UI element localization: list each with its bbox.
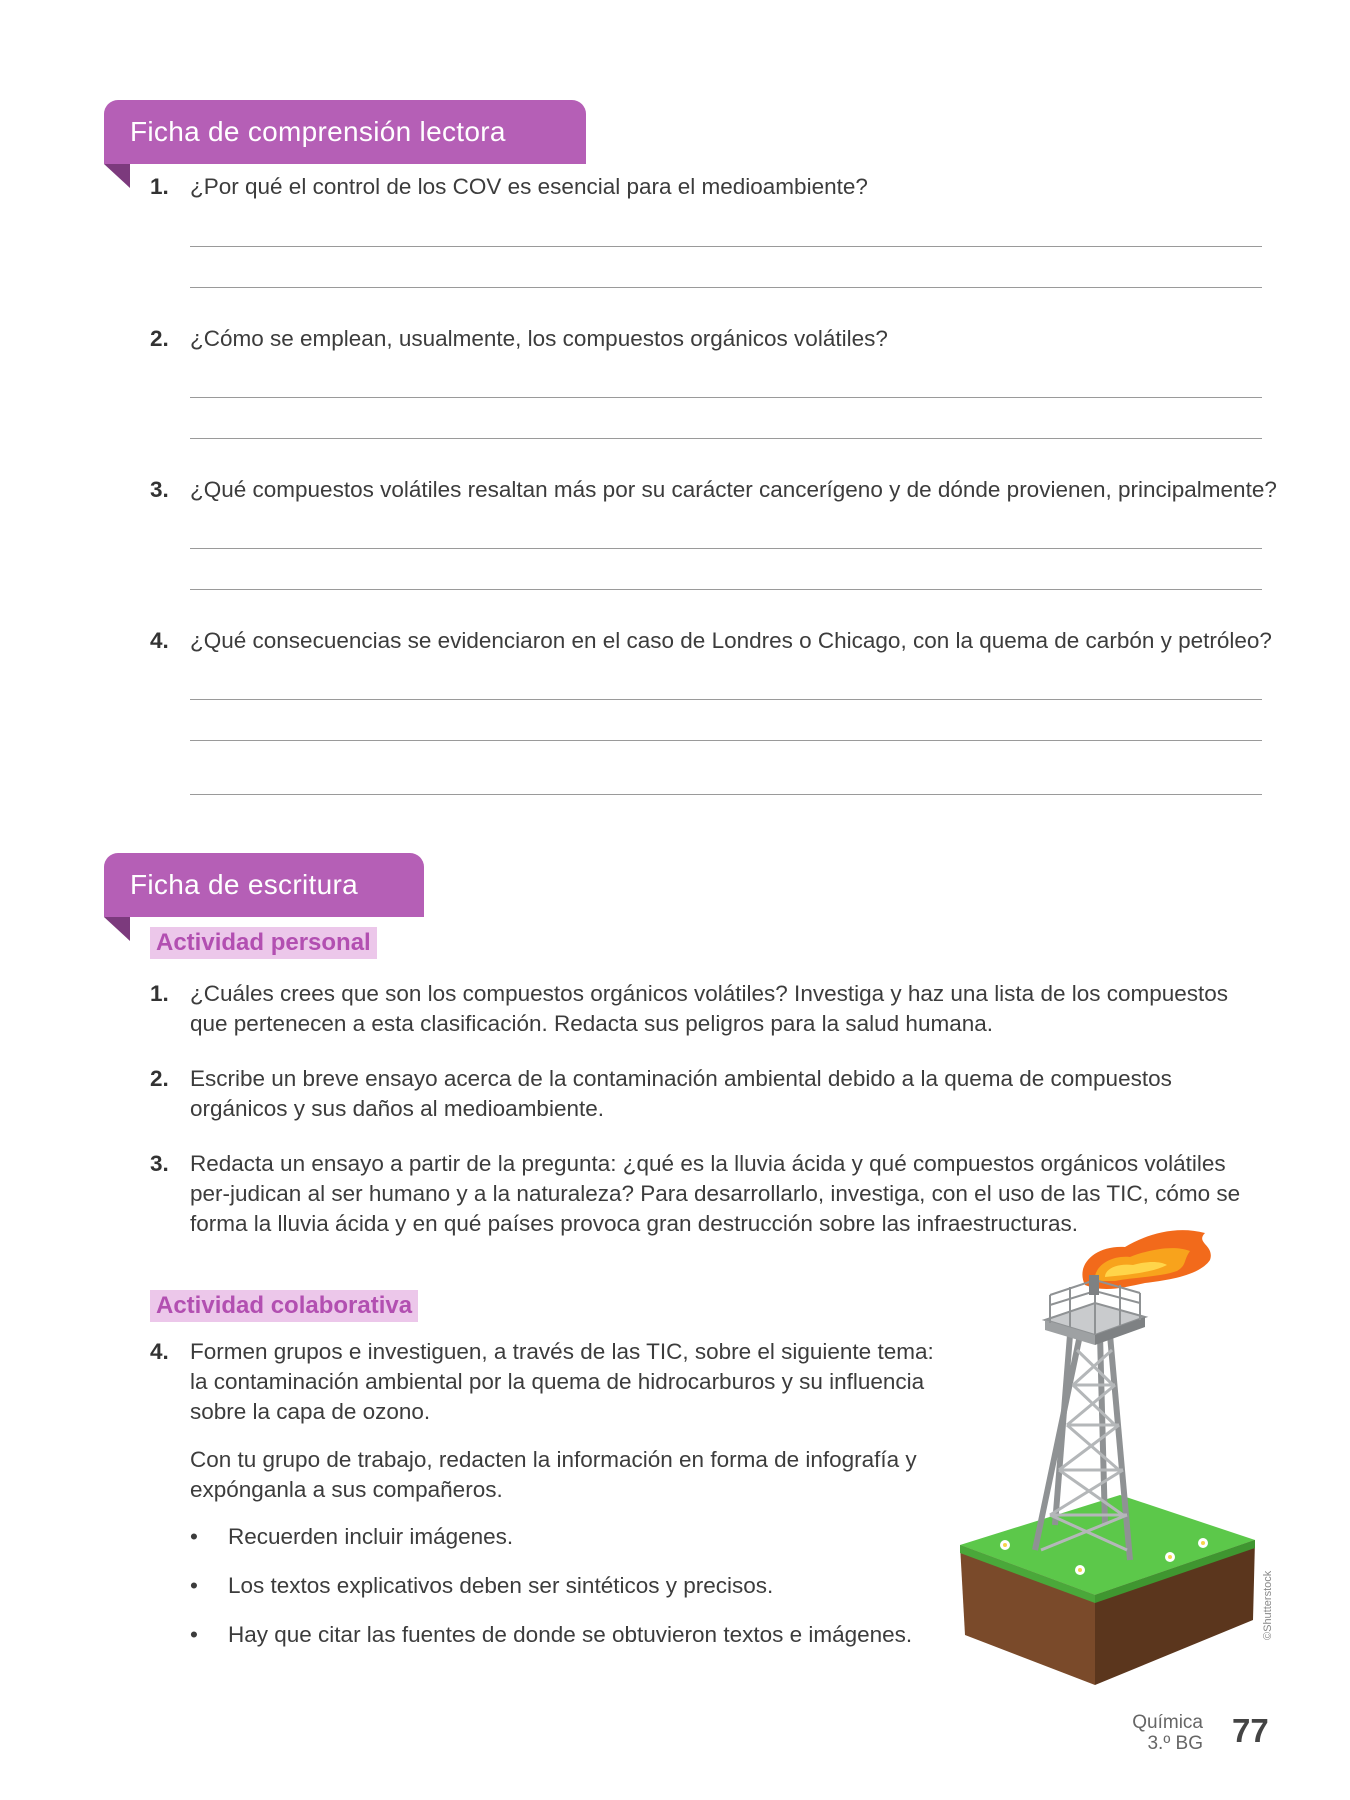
question-3: 3. ¿Qué compuestos volátiles resaltan más por su carácter cancerígeno y de dónde provienen, principalmente? (150, 477, 1277, 502)
answer-line[interactable] (190, 699, 1262, 700)
bullet-item: • Hay que citar las fuentes de donde se obtuvieron textos e imágenes. (190, 1622, 913, 1647)
answer-line[interactable] (190, 287, 1262, 288)
page-number: 77 (1232, 1712, 1269, 1749)
footer-subject: Química 3.º BG (1132, 1712, 1203, 1754)
question-2: 2. ¿Cómo se emplean, usualmente, los compuestos orgánicos volátiles? (150, 326, 888, 351)
answer-line[interactable] (190, 246, 1262, 247)
section-title-text: Ficha de comprensión lectora (130, 116, 506, 147)
question-4: 4. ¿Qué consecuencias se evidenciaron en el caso de Londres o Chicago, con la quema de carbón y petróleo? (150, 628, 1272, 653)
answer-line[interactable] (190, 548, 1262, 549)
image-credit: ©Shutterstock (1262, 1570, 1274, 1640)
bullet-item: • Los textos explicativos deben ser sintéticos y precisos. (190, 1573, 774, 1598)
flame-icon (1082, 1230, 1210, 1289)
activity-collab-label: Actividad colaborativa (150, 1290, 418, 1322)
oil-derrick-illustration (955, 1225, 1255, 1685)
writing-item-2: 2. Escribe un breve ensayo acerca de la contaminación ambiental debido a la quema de compuestos orgánicos y sus daños al medioambiente. (150, 1066, 1172, 1121)
writing-item-4: 4. Formen grupos e investiguen, a través de las TIC, sobre el siguiente tema: la contaminación ambiental por la quema de hidrocarburos y su influencia sobre la capa de ozono. Con tu grupo de trabajo, redacten la información en forma de infografía y expónganla a sus compañeros. (150, 1339, 934, 1502)
bullet-item: • Recuerden incluir imágenes. (190, 1524, 514, 1549)
answer-line[interactable] (190, 794, 1262, 795)
answer-line[interactable] (190, 438, 1262, 439)
answer-line[interactable] (190, 589, 1262, 590)
answer-line[interactable] (190, 740, 1262, 741)
answer-line[interactable] (190, 397, 1262, 398)
section-title-text: Ficha de escritura (130, 869, 358, 900)
section-title-escritura (104, 853, 424, 917)
section-title-comprension (104, 100, 586, 164)
writing-item-3: 3. Redacta un ensayo a partir de la pregunta: ¿qué es la lluvia ácida y qué compuestos orgánicos volátiles per-judican al ser humano y a la naturaleza? Para desarrollarlo, investiga, con el uso de las TIC, cómo se forma la lluvia ácida y en qué países provoca gran destrucción sobre las infraestructuras. (150, 1151, 1241, 1236)
writing-item-1: 1. ¿Cuáles crees que son los compuestos orgánicos volátiles? Investiga y haz una lista de los compuestos que pertenecen a esta clasificación. Redacta sus peligros para la salud humana. (150, 981, 1229, 1036)
activity-personal-label: Actividad personal (150, 927, 377, 959)
question-1: 1. ¿Por qué el control de los COV es esencial para el medioambiente? (150, 174, 868, 199)
